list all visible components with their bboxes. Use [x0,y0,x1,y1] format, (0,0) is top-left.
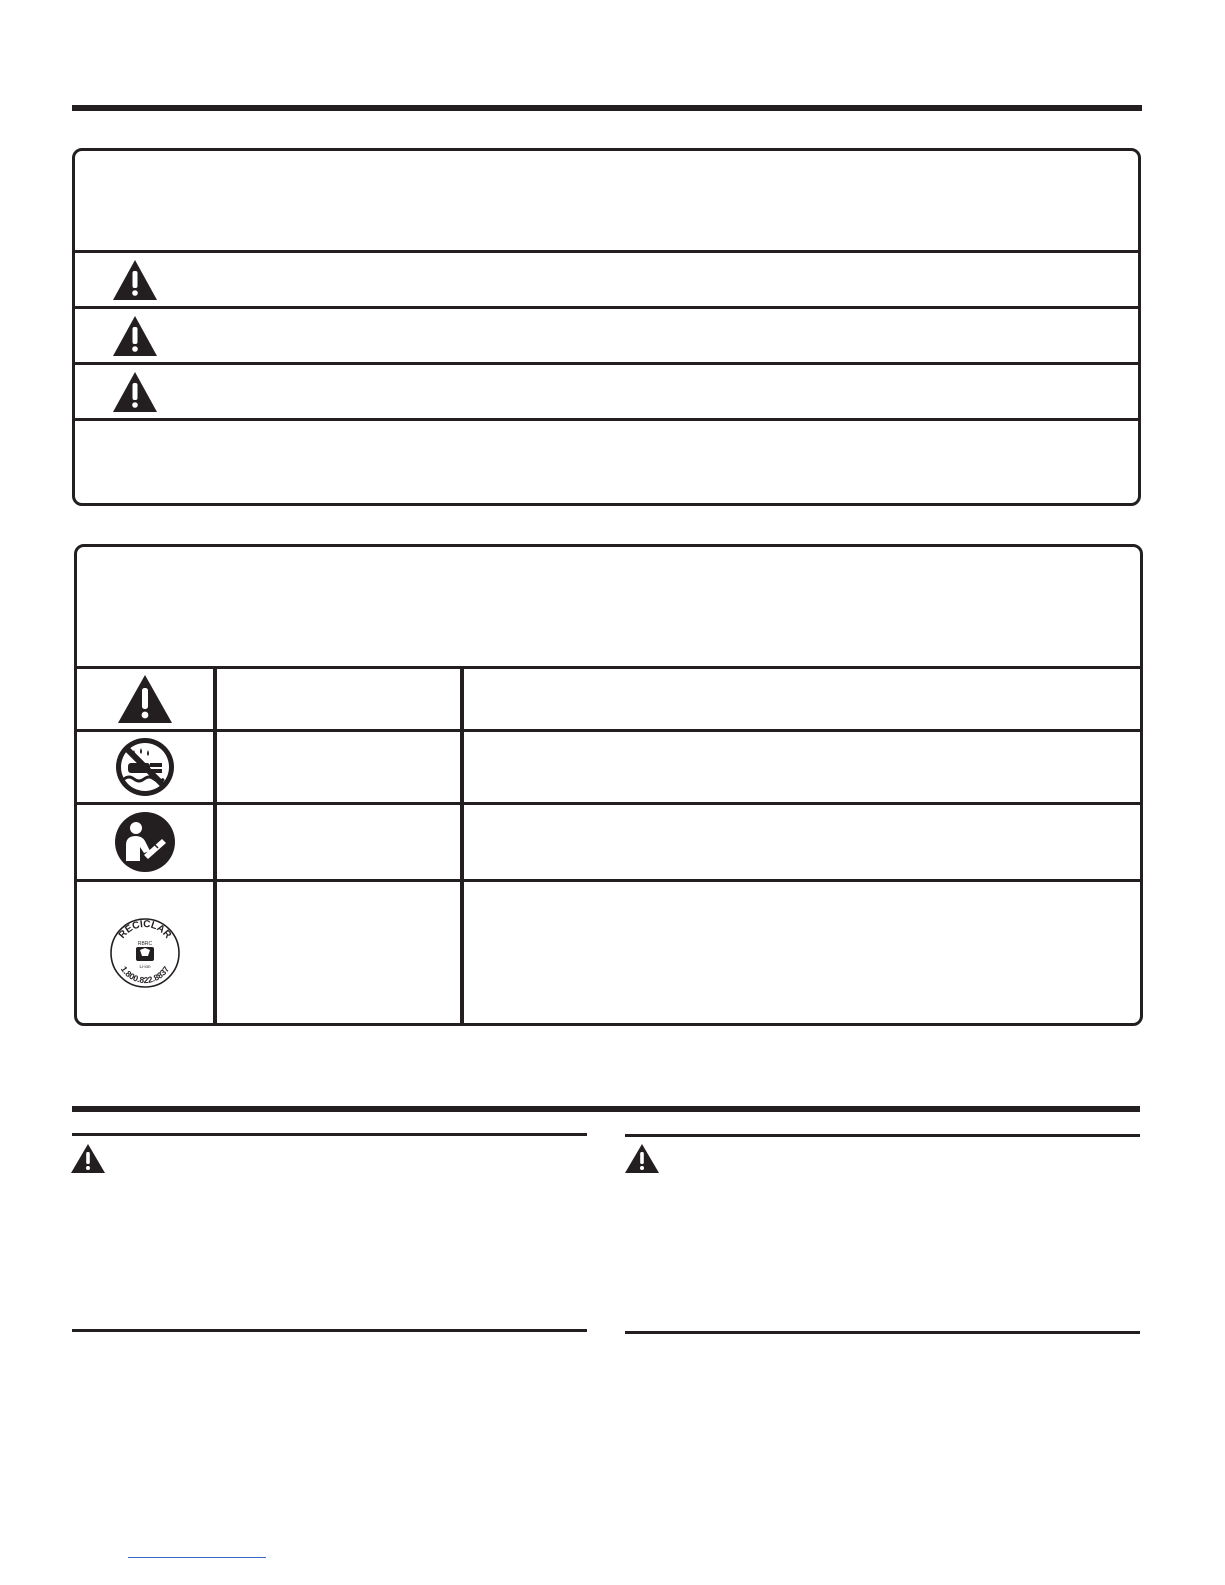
seal-chem-text: Li-ion [139,963,151,969]
symbol-row-read-manual [77,805,1140,882]
seal-middle-text: RBRC [137,940,153,947]
left-column-top-rule [72,1133,587,1136]
signal-word-box-intro [75,151,1138,253]
left-column-bottom-rule [72,1329,587,1332]
symbol-cell [77,669,217,729]
top-heading-rule [72,105,1142,111]
symbol-cell [77,805,217,879]
symbol-row-safety-alert [77,669,1140,732]
symbol-box-intro [77,547,1140,669]
signal-word-row-warning [75,309,1138,365]
right-column-bottom-rule [625,1331,1140,1334]
symbol-row-rbrc-recycling [77,882,1140,1023]
warning-triangle-icon [112,315,158,357]
warning-triangle-icon [112,259,158,301]
safety-alert-triangle-icon [117,674,173,724]
wet-conditions-alert-icon [114,736,176,798]
symbol-box [74,544,1143,1026]
section-heading-rule [72,1106,1140,1112]
warning-triangle-icon [112,371,158,413]
seal-top-text: RECICLAR [116,918,174,941]
signal-word-row-notice [75,421,1138,501]
signal-word-row-caution [75,365,1138,421]
footer-link-underline[interactable] [128,1557,266,1558]
signal-word-row-danger [75,253,1138,309]
read-operators-manual-icon [114,811,176,873]
symbol-row-wet-conditions [77,732,1140,805]
symbol-meaning-cell [464,669,1140,729]
rbrc-recycling-seal-icon [109,917,181,989]
warning-triangle-icon [624,1143,660,1174]
symbol-cell [77,882,217,1023]
symbol-name-cell [217,882,464,1023]
signal-word-box [72,148,1141,506]
symbol-meaning-cell [464,882,1140,1023]
symbol-name-cell [217,669,464,729]
symbol-meaning-cell [464,805,1140,879]
warning-triangle-icon [70,1143,106,1174]
right-column-top-rule [625,1134,1140,1137]
symbol-meaning-cell [464,732,1140,802]
symbol-cell [77,732,217,802]
seal-phone-text: 1.800.822.8837 [118,963,172,985]
symbol-name-cell [217,805,464,879]
symbol-name-cell [217,732,464,802]
